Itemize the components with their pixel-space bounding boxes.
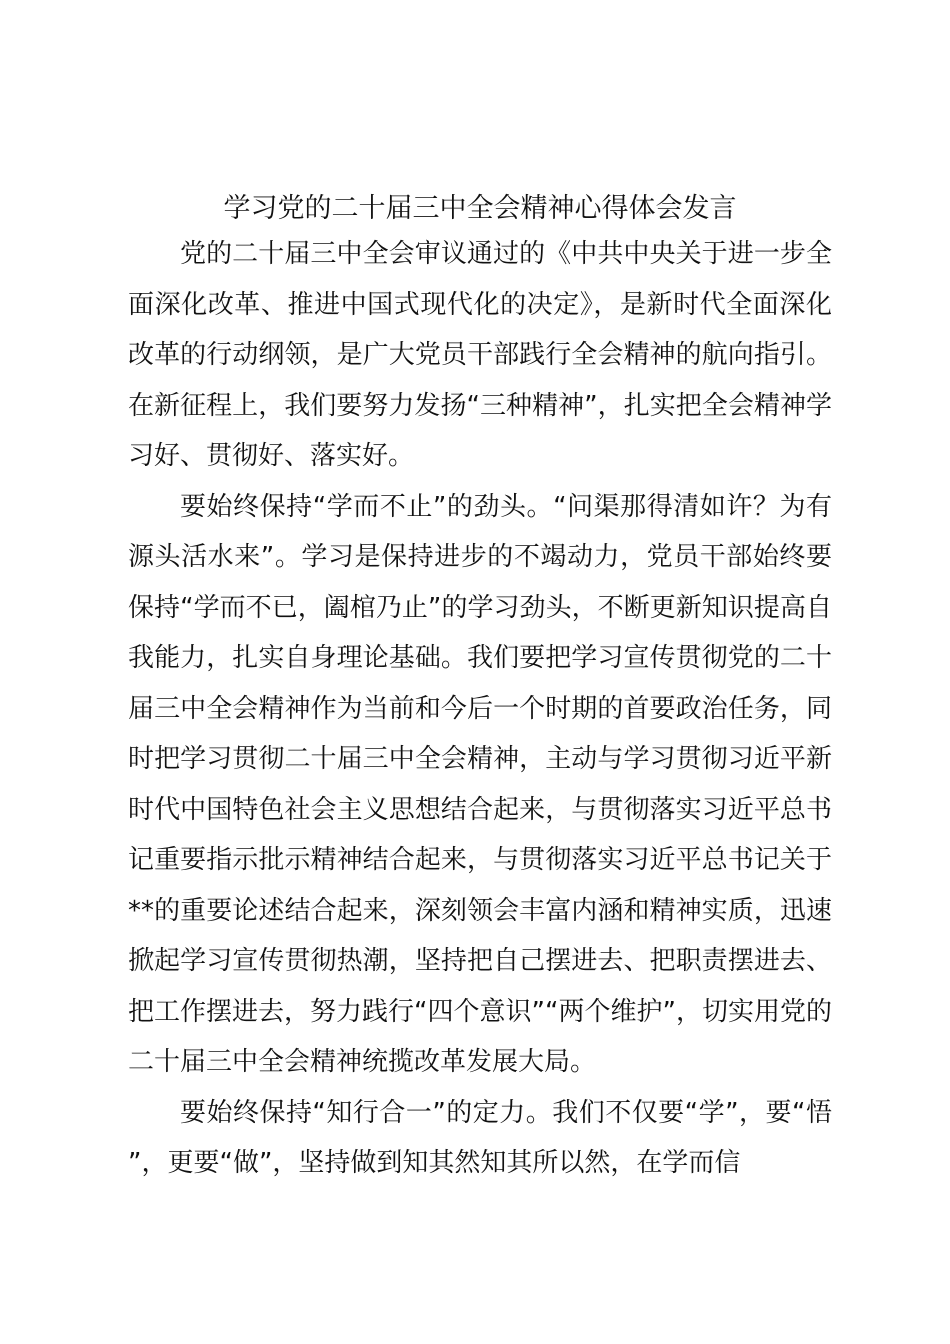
paragraph-intro: 党的二十届三中全会审议通过的《中共中央关于进一步全面深化改革、推进中国式现代化的决定》，是新时代全面深化改革的行动纲领，是广大党员干部践行全会精神的航向指引。在新征程上，我们要努力发扬“三种精神”，扎实把全会精神学习好、贯彻好、落实好。 xyxy=(128,239,832,471)
paragraph-practice: 要始终保持“知行合一”的定力。我们不仅要“学”，要“悟”，更要“做”，坚持做到知其然知其所以然，在学而信 xyxy=(128,1097,832,1178)
paragraph-learning: 要始终保持“学而不止”的劲头。“问渠那得清如许？为有源头活水来”。学习是保持进步的不竭动力，党员干部始终要保持“学而不已，阖棺乃止”的学习劲头，不断更新知识提高自我能力，扎实自身理论基础。我们要把学习宣传贯彻党的二十届三中全会精神作为当前和今后一个时期的首要政治任务，同时把学习贯彻二十届三中全会精神，主动与学习贯彻习近平新时代中国特色社会主义思想结合起来，与贯彻落实习近平总书记重要指示批示精神结合起来，与贯彻落实习近平总书记关于**的重要论述结合起来，深刻领会丰富内涵和精神实质，迅速掀起学习宣传贯彻热潮，坚持把自己摆进去、把职责摆进去、把工作摆进去，努力践行“四个意识”“两个维护”，切实用党的二十届三中全会精神统揽改革发展大局。 xyxy=(128,491,832,1077)
document-title: 学习党的二十届三中全会精神心得体会发言 xyxy=(223,193,737,224)
document-body xyxy=(128,229,832,1189)
